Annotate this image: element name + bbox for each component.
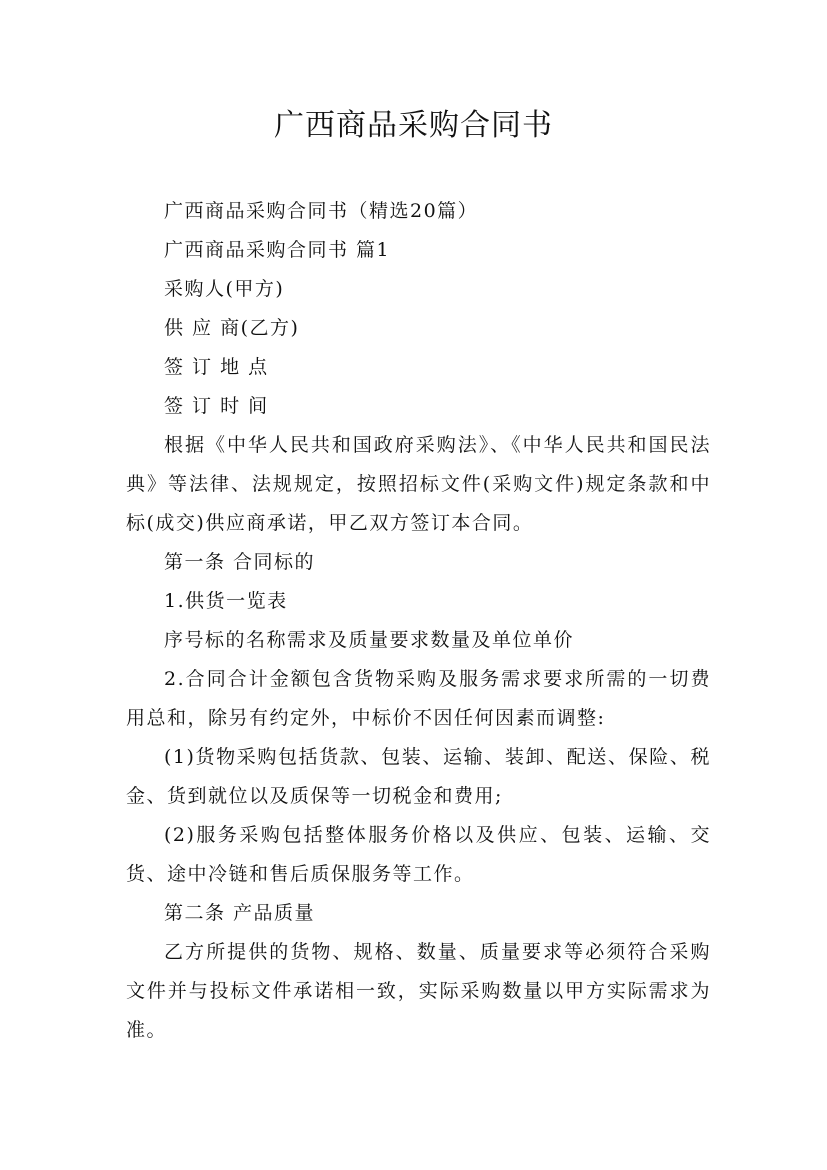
paragraph-list-columns: 序号标的名称需求及质量要求数量及单位单价 [164,629,575,651]
paragraph-purchaser: 采购人(甲方) [164,278,285,300]
paragraph-goods-procurement: (1)货物采购包括货款、包装、运输、装卸、配送、保险、税金、货到就位以及质保等一切税金和费用; [126,746,711,807]
paragraph-service-procurement: (2)服务采购包括整体服务价格以及供应、包装、运输、交货、途中冷链和售后质保服务等工作。 [126,824,711,885]
paragraph-subtitle: 广西商品采购合同书（精选20篇） [164,200,479,222]
document-body [126,192,711,1050]
paragraph-supply-list: 1.供货一览表 [164,590,288,612]
document-title: 广西商品采购合同书 [274,108,553,143]
paragraph-legal-basis: 根据《中华人民共和国政府采购法》、《中华人民共和国民法典》等法律、法规规定，按照招标文件(采购文件)规定条款和中标(成交)供应商承诺，甲乙双方签订本合同。 [126,434,711,534]
paragraph-signing-place: 签 订 地 点 [164,356,269,378]
paragraph-article-1: 第一条 合同标的 [164,551,316,573]
paragraph-signing-time: 签 订 时 间 [164,395,269,417]
paragraph-total-amount: 2.合同合计金额包含货物采购及服务需求要求所需的一切费用总和，除另有约定外，中标价不因任何因素而调整: [126,668,711,729]
paragraph-section-heading: 广西商品采购合同书 篇1 [164,239,391,261]
paragraph-quality-requirements: 乙方所提供的货物、规格、数量、质量要求等必须符合采购文件并与投标文件承诺相一致，实际采购数量以甲方实际需求为准。 [126,941,711,1041]
paragraph-supplier: 供 应 商(乙方) [164,317,300,339]
paragraph-article-2: 第二条 产品质量 [164,902,316,924]
